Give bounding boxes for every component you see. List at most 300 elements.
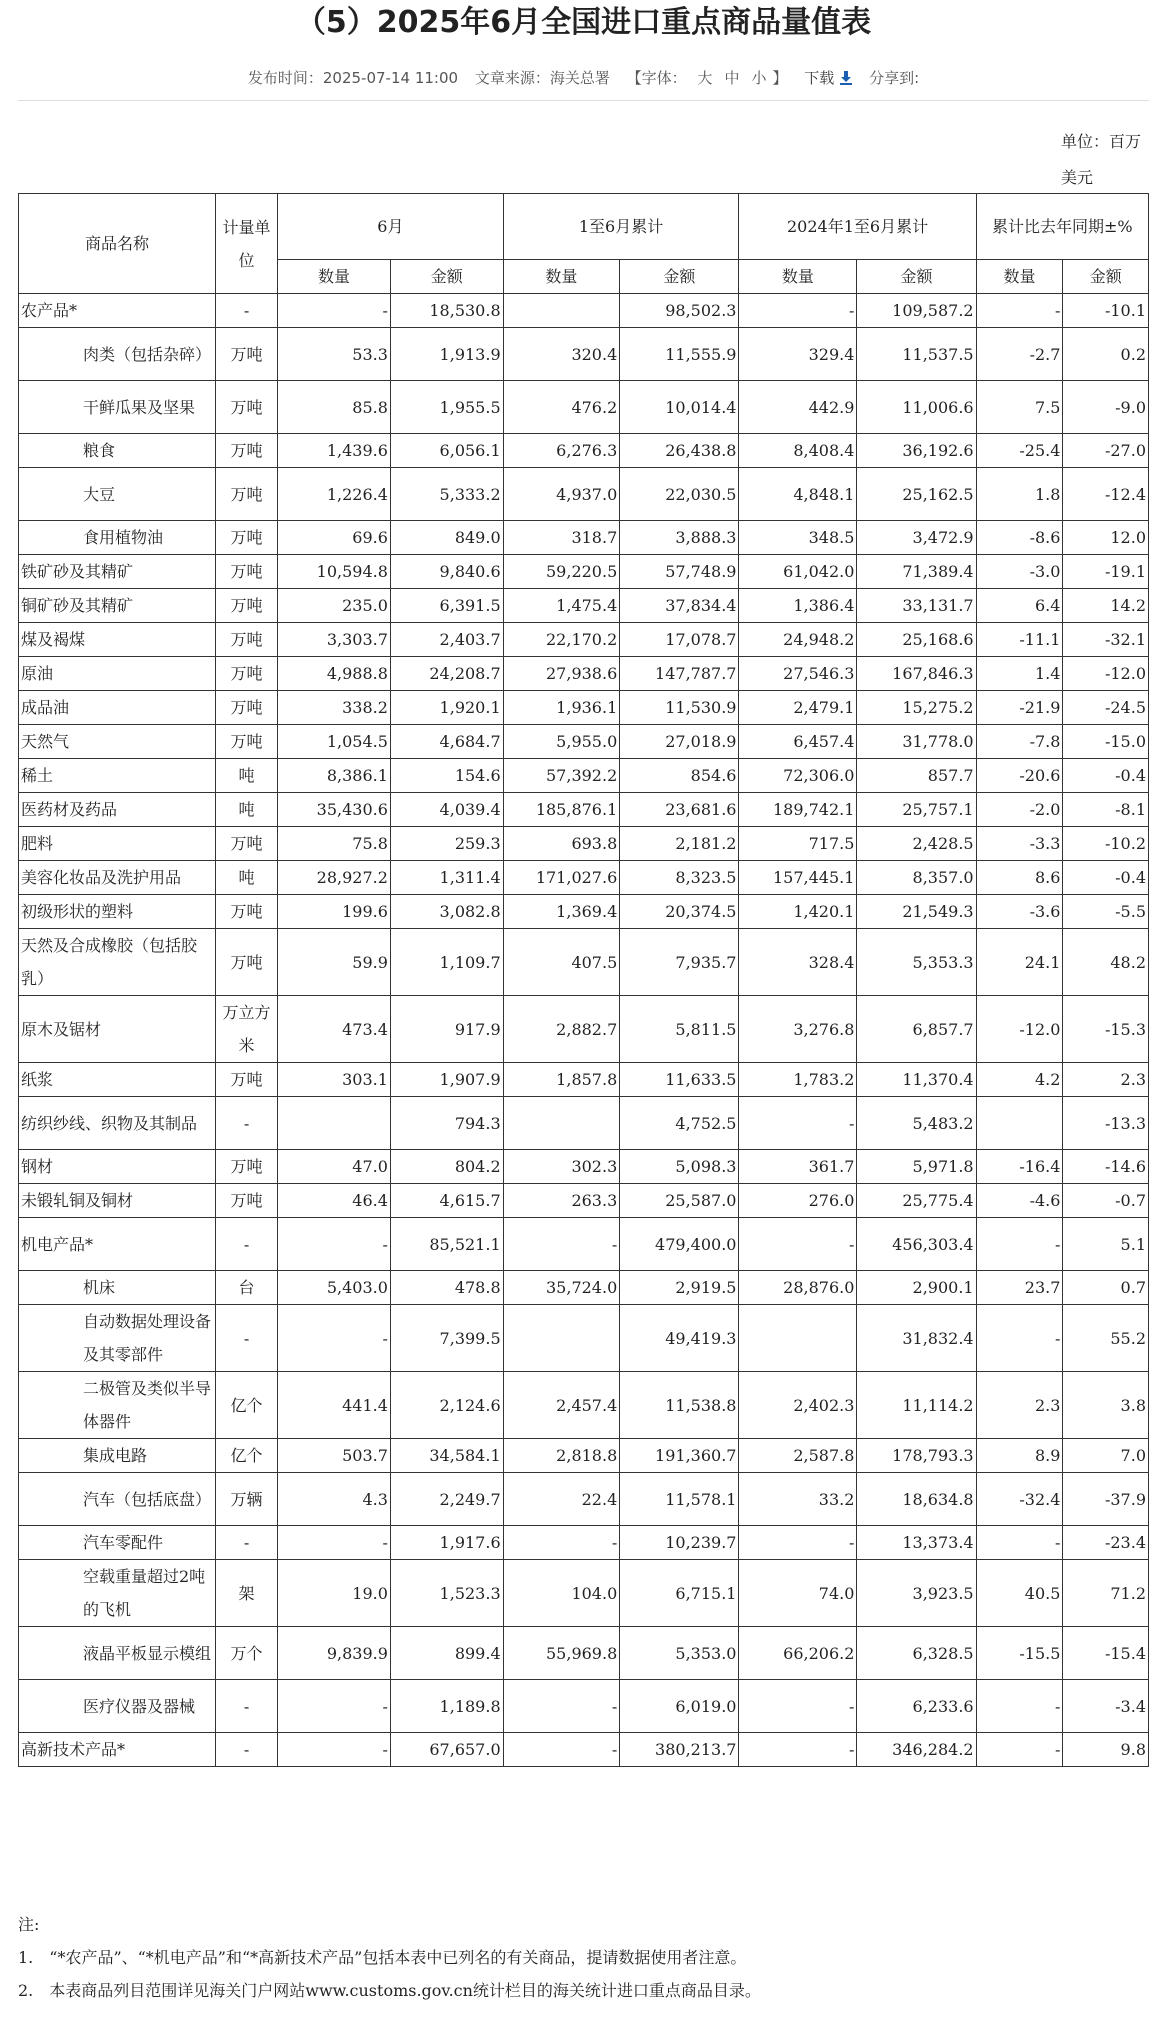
measure-unit: 万吨 xyxy=(215,1063,277,1097)
yoy-qty-cell: -2.7 xyxy=(976,328,1063,381)
ytd2024-amt-cell: 21,549.3 xyxy=(857,895,976,929)
article-source: 文章来源：海关总署 xyxy=(474,69,610,87)
june-amt-cell: 2,249.7 xyxy=(390,1473,503,1526)
ytd-amt-cell: 5,353.0 xyxy=(620,1627,739,1680)
ytd-amt-cell: 7,935.7 xyxy=(620,929,739,996)
yoy-amt-cell: 3.8 xyxy=(1063,1372,1149,1439)
table-row xyxy=(19,381,1149,434)
yoy-amt-cell: -5.5 xyxy=(1063,895,1149,929)
table-row xyxy=(19,1526,1149,1560)
june-amt-cell: 1,917.6 xyxy=(390,1526,503,1560)
commodity-name: 天然气 xyxy=(19,725,216,759)
measure-unit: 万吨 xyxy=(215,623,277,657)
june-amt-cell: 1,189.8 xyxy=(390,1680,503,1733)
yoy-amt-cell: -9.0 xyxy=(1063,381,1149,434)
ytd2024-amt-cell: 6,328.5 xyxy=(857,1627,976,1680)
yoy-qty-cell: -3.0 xyxy=(976,555,1063,589)
import-goods-table xyxy=(18,193,1149,1767)
yoy-amt-cell: -10.2 xyxy=(1063,827,1149,861)
ytd-amt-cell: 20,374.5 xyxy=(620,895,739,929)
ytd-amt-cell: 26,438.8 xyxy=(620,434,739,468)
header-amt: 金额 xyxy=(620,260,739,294)
yoy-amt-cell: 0.2 xyxy=(1063,328,1149,381)
header-qty: 数量 xyxy=(278,260,391,294)
yoy-qty-cell: -12.0 xyxy=(976,996,1063,1063)
table-row xyxy=(19,468,1149,521)
table-row xyxy=(19,861,1149,895)
ytd2024-amt-cell: 3,472.9 xyxy=(857,521,976,555)
ytd2024-qty-cell: 28,876.0 xyxy=(739,1271,857,1305)
font-small-button[interactable]: 小 xyxy=(751,69,767,87)
yoy-amt-cell: -15.3 xyxy=(1063,996,1149,1063)
table-row xyxy=(19,1271,1149,1305)
june-amt-cell: 849.0 xyxy=(390,521,503,555)
commodity-name: 肉类（包括杂碎） xyxy=(19,328,216,381)
table-row xyxy=(19,1150,1149,1184)
ytd-qty-cell: 302.3 xyxy=(503,1150,620,1184)
measure-unit: - xyxy=(215,294,277,328)
yoy-amt-cell: -8.1 xyxy=(1063,793,1149,827)
ytd2024-qty-cell: 157,445.1 xyxy=(739,861,857,895)
ytd-amt-cell: 4,752.5 xyxy=(620,1097,739,1150)
june-amt-cell: 1,920.1 xyxy=(390,691,503,725)
ytd-qty-cell xyxy=(503,1305,620,1372)
yoy-amt-cell: -10.1 xyxy=(1063,294,1149,328)
commodity-name: 钢材 xyxy=(19,1150,216,1184)
ytd2024-amt-cell: 6,233.6 xyxy=(857,1680,976,1733)
ytd-amt-cell: 6,019.0 xyxy=(620,1680,739,1733)
measure-unit: - xyxy=(215,1097,277,1150)
ytd-amt-cell: 8,323.5 xyxy=(620,861,739,895)
june-amt-cell: 67,657.0 xyxy=(390,1733,503,1767)
table-row xyxy=(19,434,1149,468)
measure-unit: 万吨 xyxy=(215,434,277,468)
measure-unit: 万吨 xyxy=(215,691,277,725)
table-row xyxy=(19,759,1149,793)
page-title: （5）2025年6月全国进口重点商品量值表 xyxy=(295,5,872,40)
ytd2024-qty-cell: 442.9 xyxy=(739,381,857,434)
yoy-amt-cell: -12.4 xyxy=(1063,468,1149,521)
measure-unit: 台 xyxy=(215,1271,277,1305)
publish-time: 发布时间：2025-07-14 11:00 xyxy=(247,69,459,87)
ytd-qty-cell: 55,969.8 xyxy=(503,1627,620,1680)
yoy-qty-cell: -21.9 xyxy=(976,691,1063,725)
ytd2024-qty-cell: 33.2 xyxy=(739,1473,857,1526)
table-row xyxy=(19,1560,1149,1627)
ytd2024-qty-cell: - xyxy=(739,1526,857,1560)
ytd-amt-cell: 57,748.9 xyxy=(620,555,739,589)
download-button[interactable] xyxy=(804,69,852,87)
june-amt-cell: 1,311.4 xyxy=(390,861,503,895)
yoy-amt-cell: -3.4 xyxy=(1063,1680,1149,1733)
ytd-qty-cell: 4,937.0 xyxy=(503,468,620,521)
ytd-qty-cell: 2,882.7 xyxy=(503,996,620,1063)
june-qty-cell: 303.1 xyxy=(278,1063,391,1097)
ytd-qty-cell: 1,936.1 xyxy=(503,691,620,725)
measure-unit: 万吨 xyxy=(215,725,277,759)
ytd2024-qty-cell: 2,402.3 xyxy=(739,1372,857,1439)
commodity-name: 二极管及类似半导体器件 xyxy=(19,1372,216,1439)
june-amt-cell: 2,403.7 xyxy=(390,623,503,657)
ytd-qty-cell: 476.2 xyxy=(503,381,620,434)
commodity-name: 原木及锯材 xyxy=(19,996,216,1063)
ytd2024-qty-cell: 348.5 xyxy=(739,521,857,555)
yoy-qty-cell: - xyxy=(976,1218,1063,1271)
ytd2024-qty-cell: - xyxy=(739,294,857,328)
ytd-qty-cell: 693.8 xyxy=(503,827,620,861)
ytd-amt-cell: 11,555.9 xyxy=(620,328,739,381)
ytd2024-qty-cell: 74.0 xyxy=(739,1560,857,1627)
ytd2024-qty-cell: 276.0 xyxy=(739,1184,857,1218)
june-qty-cell: 3,303.7 xyxy=(278,623,391,657)
commodity-name: 肥料 xyxy=(19,827,216,861)
table-row xyxy=(19,657,1149,691)
june-amt-cell: 259.3 xyxy=(390,827,503,861)
june-amt-cell: 5,333.2 xyxy=(390,468,503,521)
ytd2024-qty-cell: 329.4 xyxy=(739,328,857,381)
yoy-qty-cell: -2.0 xyxy=(976,793,1063,827)
header-amt: 金额 xyxy=(390,260,503,294)
june-amt-cell: 18,530.8 xyxy=(390,294,503,328)
yoy-qty-cell: - xyxy=(976,1526,1063,1560)
table-row xyxy=(19,521,1149,555)
measure-unit: 万辆 xyxy=(215,1473,277,1526)
header-divider xyxy=(18,100,1149,101)
yoy-qty-cell: 1.8 xyxy=(976,468,1063,521)
june-qty-cell: 47.0 xyxy=(278,1150,391,1184)
ytd-qty-cell: - xyxy=(503,1733,620,1767)
ytd-amt-cell: 17,078.7 xyxy=(620,623,739,657)
header-june: 6月 xyxy=(278,194,503,260)
commodity-name: 原油 xyxy=(19,657,216,691)
june-amt-cell: 2,124.6 xyxy=(390,1372,503,1439)
measure-unit: 亿个 xyxy=(215,1439,277,1473)
ytd-amt-cell: 49,419.3 xyxy=(620,1305,739,1372)
yoy-amt-cell: -37.9 xyxy=(1063,1473,1149,1526)
ytd2024-qty-cell: 24,948.2 xyxy=(739,623,857,657)
ytd-amt-cell: 27,018.9 xyxy=(620,725,739,759)
june-qty-cell: 53.3 xyxy=(278,328,391,381)
measure-unit: 万吨 xyxy=(215,521,277,555)
june-amt-cell: 478.8 xyxy=(390,1271,503,1305)
yoy-qty-cell: -25.4 xyxy=(976,434,1063,468)
yoy-qty-cell: -20.6 xyxy=(976,759,1063,793)
table-row xyxy=(19,328,1149,381)
table-row xyxy=(19,1063,1149,1097)
june-qty-cell: 1,226.4 xyxy=(278,468,391,521)
measure-unit: 吨 xyxy=(215,759,277,793)
yoy-amt-cell: -24.5 xyxy=(1063,691,1149,725)
ytd-amt-cell: 10,239.7 xyxy=(620,1526,739,1560)
june-amt-cell: 6,056.1 xyxy=(390,434,503,468)
ytd2024-amt-cell: 25,757.1 xyxy=(857,793,976,827)
june-qty-cell: 199.6 xyxy=(278,895,391,929)
june-qty-cell: 4.3 xyxy=(278,1473,391,1526)
ytd-qty-cell: 59,220.5 xyxy=(503,555,620,589)
ytd-amt-cell: 5,811.5 xyxy=(620,996,739,1063)
ytd2024-amt-cell: 25,168.6 xyxy=(857,623,976,657)
ytd2024-amt-cell: 25,162.5 xyxy=(857,468,976,521)
commodity-name: 集成电路 xyxy=(19,1439,216,1473)
yoy-amt-cell: -0.7 xyxy=(1063,1184,1149,1218)
measure-unit: 万个 xyxy=(215,1627,277,1680)
ytd2024-amt-cell: 25,775.4 xyxy=(857,1184,976,1218)
table-row xyxy=(19,1627,1149,1680)
june-qty-cell: 35,430.6 xyxy=(278,793,391,827)
ytd2024-amt-cell: 18,634.8 xyxy=(857,1473,976,1526)
yoy-amt-cell: -14.6 xyxy=(1063,1150,1149,1184)
june-qty-cell: 4,988.8 xyxy=(278,657,391,691)
june-qty-cell: 8,386.1 xyxy=(278,759,391,793)
yoy-qty-cell xyxy=(976,1097,1063,1150)
yoy-amt-cell: -19.1 xyxy=(1063,555,1149,589)
commodity-name: 汽车零配件 xyxy=(19,1526,216,1560)
measure-unit: 万吨 xyxy=(215,657,277,691)
ytd2024-amt-cell: 11,006.6 xyxy=(857,381,976,434)
yoy-qty-cell: -3.3 xyxy=(976,827,1063,861)
commodity-name: 大豆 xyxy=(19,468,216,521)
yoy-amt-cell: -15.0 xyxy=(1063,725,1149,759)
ytd2024-amt-cell: 33,131.7 xyxy=(857,589,976,623)
june-amt-cell: 6,391.5 xyxy=(390,589,503,623)
june-qty-cell: - xyxy=(278,1305,391,1372)
ytd-qty-cell: 407.5 xyxy=(503,929,620,996)
ytd-amt-cell: 479,400.0 xyxy=(620,1218,739,1271)
measure-unit: 万吨 xyxy=(215,1184,277,1218)
measure-unit: 亿个 xyxy=(215,1372,277,1439)
commodity-name: 天然及合成橡胶（包括胶乳） xyxy=(19,929,216,996)
measure-unit: 万吨 xyxy=(215,468,277,521)
ytd-qty-cell: 27,938.6 xyxy=(503,657,620,691)
ytd-qty-cell: 6,276.3 xyxy=(503,434,620,468)
commodity-name: 初级形状的塑料 xyxy=(19,895,216,929)
june-qty-cell: 28,927.2 xyxy=(278,861,391,895)
june-qty-cell: - xyxy=(278,1218,391,1271)
june-amt-cell: 804.2 xyxy=(390,1150,503,1184)
yoy-amt-cell: 14.2 xyxy=(1063,589,1149,623)
header-unit: 计量单位 xyxy=(215,194,277,294)
article-meta xyxy=(0,66,1167,90)
note-1: 1. “*农产品”、“*机电产品”和“*高新技术产品”包括本表中已列名的有关商品，提请数据使用者注意。 xyxy=(18,1948,747,1967)
commodity-name: 成品油 xyxy=(19,691,216,725)
table-row xyxy=(19,1097,1149,1150)
june-qty-cell: - xyxy=(278,1733,391,1767)
yoy-qty-cell: 2.3 xyxy=(976,1372,1063,1439)
ytd-amt-cell: 6,715.1 xyxy=(620,1560,739,1627)
june-qty-cell: 19.0 xyxy=(278,1560,391,1627)
ytd2024-qty-cell: - xyxy=(739,1733,857,1767)
yoy-amt-cell: 71.2 xyxy=(1063,1560,1149,1627)
font-large-button[interactable]: 大 xyxy=(697,69,713,87)
ytd-qty-cell: 1,369.4 xyxy=(503,895,620,929)
ytd-qty-cell: 22.4 xyxy=(503,1473,620,1526)
table-row xyxy=(19,1184,1149,1218)
june-qty-cell: - xyxy=(278,294,391,328)
measure-unit: 吨 xyxy=(215,861,277,895)
ytd2024-qty-cell: 3,276.8 xyxy=(739,996,857,1063)
font-medium-button[interactable]: 中 xyxy=(724,69,740,87)
commodity-name: 机电产品* xyxy=(19,1218,216,1271)
yoy-amt-cell: 2.3 xyxy=(1063,1063,1149,1097)
ytd-amt-cell: 23,681.6 xyxy=(620,793,739,827)
commodity-name: 未锻轧铜及铜材 xyxy=(19,1184,216,1218)
ytd-amt-cell: 11,538.8 xyxy=(620,1372,739,1439)
ytd2024-amt-cell: 8,357.0 xyxy=(857,861,976,895)
download-label: 下载 xyxy=(804,69,835,87)
yoy-amt-cell: -12.0 xyxy=(1063,657,1149,691)
june-qty-cell: - xyxy=(278,1680,391,1733)
june-qty-cell: 9,839.9 xyxy=(278,1627,391,1680)
commodity-name: 干鲜瓜果及坚果 xyxy=(19,381,216,434)
font-size-close: 】 xyxy=(772,69,788,87)
yoy-qty-cell: 7.5 xyxy=(976,381,1063,434)
table-row xyxy=(19,623,1149,657)
ytd2024-qty-cell: 2,479.1 xyxy=(739,691,857,725)
commodity-name: 机床 xyxy=(19,1271,216,1305)
commodity-name: 煤及褐煤 xyxy=(19,623,216,657)
june-qty-cell xyxy=(278,1097,391,1150)
commodity-name: 美容化妆品及洗护用品 xyxy=(19,861,216,895)
june-qty-cell: 75.8 xyxy=(278,827,391,861)
ytd-qty-cell: 171,027.6 xyxy=(503,861,620,895)
table-row xyxy=(19,793,1149,827)
ytd-amt-cell: 37,834.4 xyxy=(620,589,739,623)
ytd2024-amt-cell: 31,832.4 xyxy=(857,1305,976,1372)
ytd2024-qty-cell: 717.5 xyxy=(739,827,857,861)
june-amt-cell: 85,521.1 xyxy=(390,1218,503,1271)
ytd-qty-cell: - xyxy=(503,1526,620,1560)
june-amt-cell: 7,399.5 xyxy=(390,1305,503,1372)
yoy-qty-cell: 23.7 xyxy=(976,1271,1063,1305)
june-qty-cell: 235.0 xyxy=(278,589,391,623)
june-qty-cell: 473.4 xyxy=(278,996,391,1063)
june-qty-cell: 503.7 xyxy=(278,1439,391,1473)
measure-unit: 万吨 xyxy=(215,895,277,929)
ytd2024-amt-cell: 857.7 xyxy=(857,759,976,793)
yoy-amt-cell: 5.1 xyxy=(1063,1218,1149,1271)
ytd2024-amt-cell: 5,971.8 xyxy=(857,1150,976,1184)
june-amt-cell: 4,684.7 xyxy=(390,725,503,759)
commodity-name: 空载重量超过2吨的飞机 xyxy=(19,1560,216,1627)
june-amt-cell: 899.4 xyxy=(390,1627,503,1680)
table-row xyxy=(19,1473,1149,1526)
june-qty-cell: 1,054.5 xyxy=(278,725,391,759)
commodity-name: 铜矿砂及其精矿 xyxy=(19,589,216,623)
ytd2024-amt-cell: 6,857.7 xyxy=(857,996,976,1063)
ytd2024-amt-cell: 3,923.5 xyxy=(857,1560,976,1627)
ytd2024-amt-cell: 11,537.5 xyxy=(857,328,976,381)
table-row xyxy=(19,725,1149,759)
commodity-name: 液晶平板显示模组 xyxy=(19,1627,216,1680)
ytd-qty-cell: - xyxy=(503,1680,620,1733)
commodity-name: 食用植物油 xyxy=(19,521,216,555)
yoy-amt-cell: -15.4 xyxy=(1063,1627,1149,1680)
commodity-name: 纸浆 xyxy=(19,1063,216,1097)
ytd-qty-cell: 5,955.0 xyxy=(503,725,620,759)
ytd2024-qty-cell: 6,457.4 xyxy=(739,725,857,759)
commodity-name: 自动数据处理设备及其零部件 xyxy=(19,1305,216,1372)
measure-unit: 万吨 xyxy=(215,827,277,861)
ytd-amt-cell: 11,633.5 xyxy=(620,1063,739,1097)
yoy-qty-cell: -15.5 xyxy=(976,1627,1063,1680)
ytd-amt-cell: 11,530.9 xyxy=(620,691,739,725)
measure-unit: - xyxy=(215,1526,277,1560)
font-size-switcher xyxy=(627,69,788,87)
ytd2024-qty-cell: 1,420.1 xyxy=(739,895,857,929)
june-qty-cell: - xyxy=(278,1526,391,1560)
ytd2024-qty-cell: 61,042.0 xyxy=(739,555,857,589)
table-row xyxy=(19,1372,1149,1439)
notes-label: 注: xyxy=(18,1915,40,1934)
ytd-amt-cell: 98,502.3 xyxy=(620,294,739,328)
measure-unit: 吨 xyxy=(215,793,277,827)
table-row xyxy=(19,555,1149,589)
june-amt-cell: 917.9 xyxy=(390,996,503,1063)
ytd2024-amt-cell: 36,192.6 xyxy=(857,434,976,468)
measure-unit: 万吨 xyxy=(215,929,277,996)
ytd-qty-cell: - xyxy=(503,1218,620,1271)
measure-unit: 万吨 xyxy=(215,381,277,434)
june-qty-cell: 69.6 xyxy=(278,521,391,555)
ytd2024-amt-cell: 11,370.4 xyxy=(857,1063,976,1097)
header-qty: 数量 xyxy=(739,260,857,294)
june-amt-cell: 794.3 xyxy=(390,1097,503,1150)
ytd-amt-cell: 10,014.4 xyxy=(620,381,739,434)
measure-unit: 万立方米 xyxy=(215,996,277,1063)
commodity-name: 纺织纱线、织物及其制品 xyxy=(19,1097,216,1150)
ytd2024-qty-cell: 27,546.3 xyxy=(739,657,857,691)
ytd-amt-cell: 854.6 xyxy=(620,759,739,793)
table-row xyxy=(19,895,1149,929)
ytd2024-qty-cell: 8,408.4 xyxy=(739,434,857,468)
yoy-qty-cell: -7.8 xyxy=(976,725,1063,759)
header-name: 商品名称 xyxy=(19,194,216,294)
ytd2024-qty-cell: 361.7 xyxy=(739,1150,857,1184)
table-row xyxy=(19,1680,1149,1733)
table-row xyxy=(19,996,1149,1063)
ytd2024-qty-cell xyxy=(739,1305,857,1372)
measure-unit: 架 xyxy=(215,1560,277,1627)
commodity-name: 医疗仪器及器械 xyxy=(19,1680,216,1733)
ytd2024-qty-cell: 4,848.1 xyxy=(739,468,857,521)
commodity-name: 高新技术产品* xyxy=(19,1733,216,1767)
ytd-qty-cell: 35,724.0 xyxy=(503,1271,620,1305)
table-header-row xyxy=(19,194,1149,260)
ytd2024-qty-cell: 1,386.4 xyxy=(739,589,857,623)
header-qty: 数量 xyxy=(503,260,620,294)
ytd2024-amt-cell: 5,353.3 xyxy=(857,929,976,996)
yoy-qty-cell: -16.4 xyxy=(976,1150,1063,1184)
yoy-qty-cell: -32.4 xyxy=(976,1473,1063,1526)
yoy-amt-cell: 55.2 xyxy=(1063,1305,1149,1372)
yoy-amt-cell: -32.1 xyxy=(1063,623,1149,657)
ytd-amt-cell: 2,919.5 xyxy=(620,1271,739,1305)
ytd2024-qty-cell: - xyxy=(739,1218,857,1271)
table-row xyxy=(19,691,1149,725)
june-qty-cell: 1,439.6 xyxy=(278,434,391,468)
yoy-qty-cell: 1.4 xyxy=(976,657,1063,691)
ytd-qty-cell: 2,818.8 xyxy=(503,1439,620,1473)
header-amt: 金额 xyxy=(857,260,976,294)
table-row xyxy=(19,827,1149,861)
ytd2024-amt-cell: 71,389.4 xyxy=(857,555,976,589)
ytd-qty-cell: 22,170.2 xyxy=(503,623,620,657)
june-amt-cell: 1,913.9 xyxy=(390,328,503,381)
measure-unit: 万吨 xyxy=(215,1150,277,1184)
june-amt-cell: 4,039.4 xyxy=(390,793,503,827)
ytd-qty-cell: 320.4 xyxy=(503,328,620,381)
footnotes xyxy=(18,1908,1149,2007)
